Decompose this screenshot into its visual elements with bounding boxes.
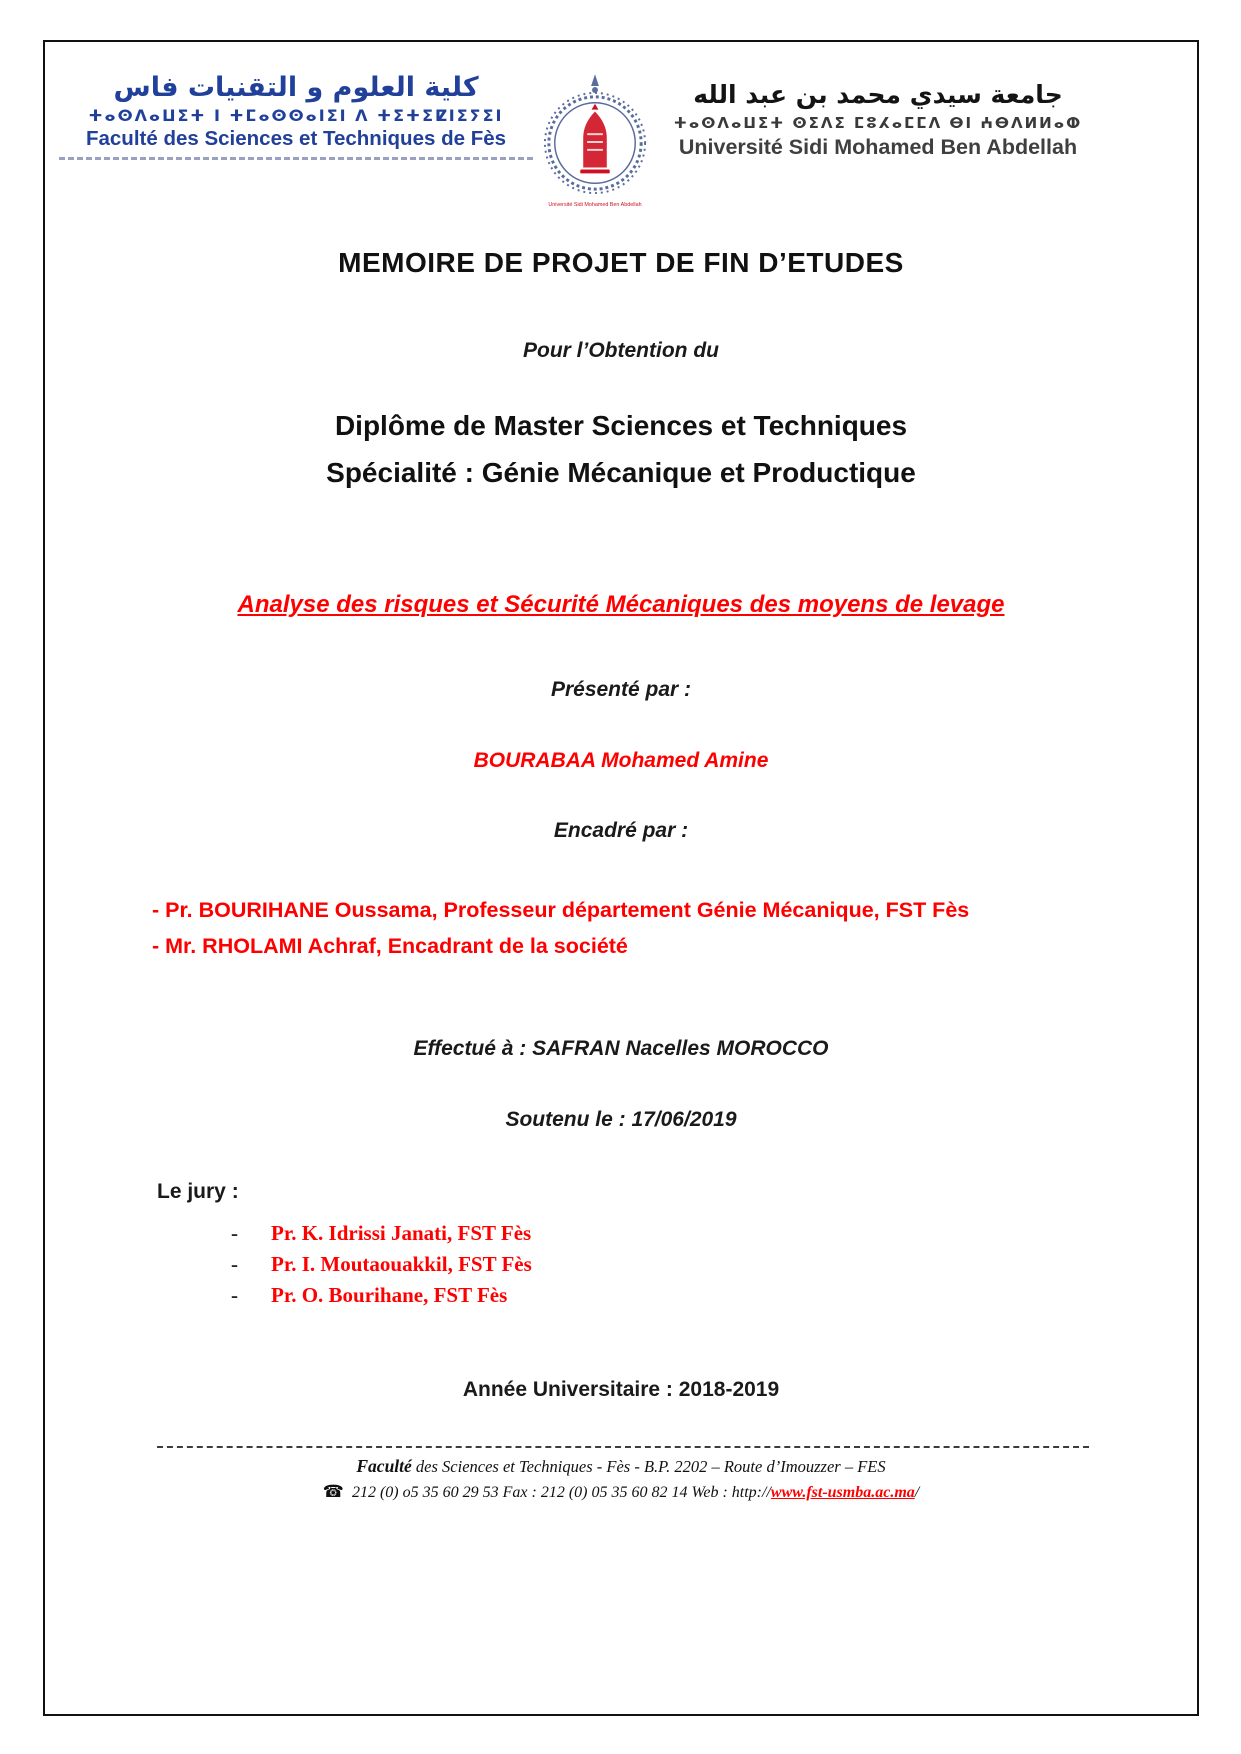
document-title: MEMOIRE DE PROJET DE FIN D’ETUDES — [338, 247, 904, 278]
jury-member-name: Pr. I. Moutaouakkil, FST Fès — [271, 1252, 532, 1276]
academic-year: Année Universitaire : 2018-2019 — [462, 1378, 780, 1401]
diploma-block — [45, 402, 1197, 496]
internship-location: Effectué à : SAFRAN Nacelles MOROCCO — [413, 1037, 829, 1060]
logo-caption: Université Sidi Mohamed Ben Abdellah — [548, 201, 642, 208]
supervisors-block — [152, 892, 969, 964]
university-seal-icon — [541, 68, 649, 218]
university-name-french: Université Sidi Mohamed Ben Abdellah — [678, 135, 1078, 159]
university-header-block — [657, 80, 1099, 160]
supervisor-line: - Mr. RHOLAMI Achraf, Encadrant de la société — [152, 934, 628, 958]
page-border-frame — [43, 40, 1199, 1716]
diploma-line1: Diplôme de Master Sciences et Techniques — [334, 410, 908, 441]
footer-dashed-separator — [157, 1446, 1089, 1448]
list-dash: - — [231, 1221, 238, 1245]
faculty-name-tifinagh: ⵜⴰⵙⴷⴰⵡⵉⵜ ⵏ ⵜⵎⴰⵙⵙⴰⵏⵉⵏ ⴷ ⵜⵉⵜⵉⵇⵏⵉⵢⵉⵏ — [88, 106, 504, 125]
faculty-header-block — [59, 72, 533, 160]
university-name-tifinagh: ⵜⴰⵙⴷⴰⵡⵉⵜ ⵙⵉⴷⵉ ⵎⵓⵃⴰⵎⵎⴷ ⴱⵏ ⵄⴱⴷⵍⵍⴰⵀ — [673, 114, 1083, 132]
website-link[interactable]: www.fst-usmba.ac.ma — [770, 1484, 915, 1501]
jury-member-name: Pr. K. Idrissi Janati, FST Fès — [271, 1221, 532, 1245]
presented-by-label: Présenté par : — [550, 678, 692, 701]
jury-member — [231, 1280, 532, 1311]
footer-address-rest: des Sciences et Techniques - Fès - B.P. 2202 – Route d’Imouzzer – FES — [411, 1457, 886, 1476]
defense-date: Soutenu le : 17/06/2019 — [505, 1108, 737, 1131]
supervisor-line: - Pr. BOURIHANE Oussama, Professeur département Génie Mécanique, FST Fès — [152, 898, 970, 922]
footer-link-suffix: / — [914, 1484, 920, 1501]
list-dash: - — [231, 1283, 238, 1307]
footer-address-line — [45, 1456, 1197, 1477]
list-dash: - — [231, 1252, 238, 1276]
obtention-line: Pour l’Obtention du — [523, 339, 719, 362]
supervised-by-label: Encadré par : — [553, 819, 689, 842]
jury-list — [231, 1218, 532, 1311]
diploma-line2: Spécialité : Génie Mécanique et Productique — [326, 457, 916, 488]
author-name: BOURABAA Mohamed Amine — [473, 749, 769, 772]
thesis-title: Analyse des risques et Sécurité Mécaniques des moyens de levage — [237, 591, 1005, 618]
jury-member — [231, 1249, 532, 1280]
jury-label: Le jury : — [157, 1180, 239, 1203]
university-name-arabic: جامعة سيدي محمد بن عبد الله — [693, 80, 1063, 109]
jury-member — [231, 1218, 532, 1249]
footer-faculty-word: Faculté — [356, 1456, 412, 1476]
jury-member-name: Pr. O. Bourihane, FST Fès — [271, 1283, 508, 1307]
footer-contact-line — [45, 1482, 1197, 1502]
footer-phone-fax: 212 (0) o5 35 60 29 53 Fax : 212 (0) 05 35 60 82 14 Web : http:// — [347, 1484, 771, 1501]
university-logo — [541, 68, 649, 218]
phone-icon: ☎ — [322, 1482, 344, 1502]
faculty-name-french: Faculté des Sciences et Techniques de Fès — [59, 127, 533, 160]
faculty-name-arabic: كلية العلوم و التقنيات فاس — [113, 72, 479, 103]
